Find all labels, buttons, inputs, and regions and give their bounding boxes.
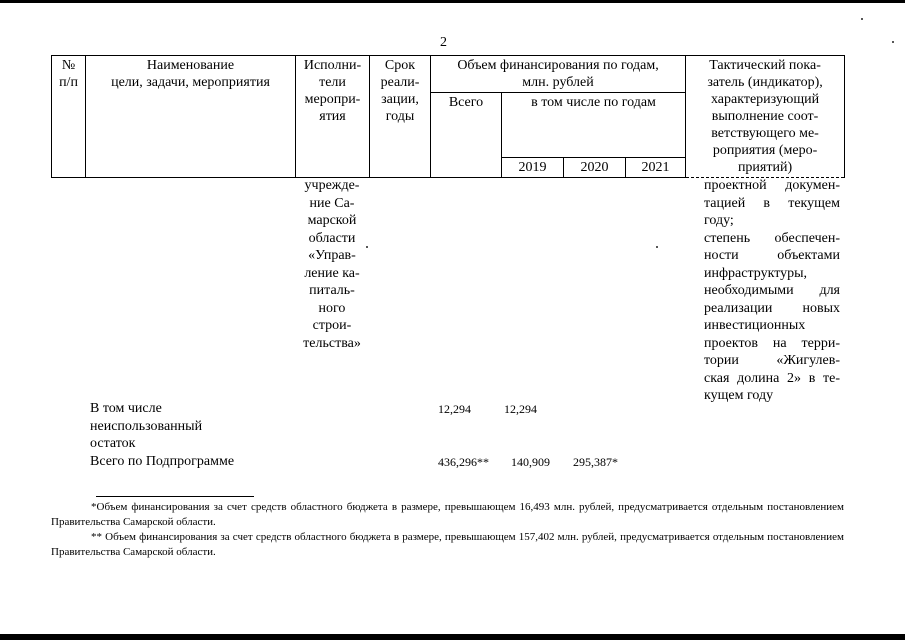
- header-executors: Исполни- тели меропри- ятия: [296, 56, 370, 178]
- header-year-2019: 2019: [502, 158, 564, 178]
- scan-speck: [656, 246, 658, 248]
- scan-speck: [892, 41, 894, 43]
- scan-edge-bottom: [0, 634, 905, 640]
- indicator-line: году;: [704, 213, 734, 228]
- row-unused-balance-total: 12,294: [438, 402, 471, 416]
- header-num: № п/п: [52, 56, 86, 178]
- header-by-years: в том числе по годам: [502, 93, 686, 158]
- row-unused-balance-2019: 12,294: [504, 402, 537, 416]
- indicator-line: кущем году: [704, 388, 774, 403]
- indicator-line: необходимыми для: [704, 283, 840, 298]
- page-number: 2: [440, 35, 447, 50]
- scan-edge-top: [0, 0, 905, 3]
- indicator-line: проектов на терри-: [704, 335, 840, 351]
- executor-line: «Управ-: [308, 248, 356, 263]
- executor-line: ние Са-: [309, 195, 355, 211]
- executor-line: строи-: [312, 318, 352, 333]
- header-name: Наименование цели, задачи, мероприятия: [86, 56, 296, 178]
- executor-line: марской: [307, 213, 357, 228]
- indicator-line: реализации новых: [704, 300, 840, 316]
- row-label-line: неиспользованный: [90, 418, 203, 434]
- executor-cell: [296, 177, 368, 352]
- header-year-2021: 2021: [626, 158, 686, 178]
- indicator-line: степень обеспечен-: [704, 230, 840, 246]
- row-subprogram-2020: 295,387*: [573, 455, 618, 469]
- indicator-cell: [704, 177, 840, 405]
- indicator-line: ская долина 2» в те-: [704, 370, 840, 386]
- table-header: [51, 55, 845, 178]
- executor-line: ного: [318, 300, 346, 316]
- row-subprogram-total-label: [90, 453, 234, 471]
- executor-line: учрежде-: [304, 178, 360, 193]
- executor-line: ление ка-: [304, 265, 360, 281]
- indicator-line: тацией в текущем: [704, 195, 840, 211]
- indicator-line: инвестиционных: [704, 318, 806, 333]
- executor-line: питаль-: [309, 283, 355, 298]
- header-funding: Объем финансирования по годам, млн. рублей: [431, 56, 686, 93]
- footnote-1: *Объем финансирования за счет средств областного бюджета в размере, превышающем 16,493 млн. рублей, предусматривается отдельным постановлением Правительства Самарской области.: [51, 501, 844, 528]
- footnote-2: ** Объем финансирования за счет средств областного бюджета в размере, превышающем 157,402 млн. рублей, предусматривается отдельным постановлением Правительства Самарской области.: [51, 531, 844, 558]
- indicator-line: тории «Жигулев-: [704, 353, 840, 368]
- header-year-2020: 2020: [564, 158, 626, 178]
- executor-line: тельства»: [303, 335, 361, 351]
- row-subprogram-total: 436,296**: [438, 455, 489, 469]
- footnote-separator: [96, 496, 254, 497]
- row-label-line: Всего по Подпрограмме: [90, 454, 235, 469]
- header-term: Срок реали- зации, годы: [370, 56, 431, 178]
- executor-line: области: [308, 230, 356, 246]
- indicator-line: ности объектами: [704, 248, 840, 263]
- row-unused-balance-label: [90, 400, 202, 453]
- header-total: Всего: [431, 93, 502, 178]
- row-subprogram-2019: 140,909: [511, 455, 550, 469]
- row-label-line: остаток: [90, 436, 136, 451]
- indicator-line: инфраструктуры,: [704, 265, 808, 281]
- row-label-line: В том числе: [90, 401, 162, 416]
- indicator-line: проектной докумен-: [704, 178, 840, 193]
- scan-speck: [861, 18, 863, 20]
- header-indicator: Тактический пока- затель (индикатор), характеризующий выполнение соот- ветствующего ме- роприятия (меро- приятий): [686, 56, 845, 178]
